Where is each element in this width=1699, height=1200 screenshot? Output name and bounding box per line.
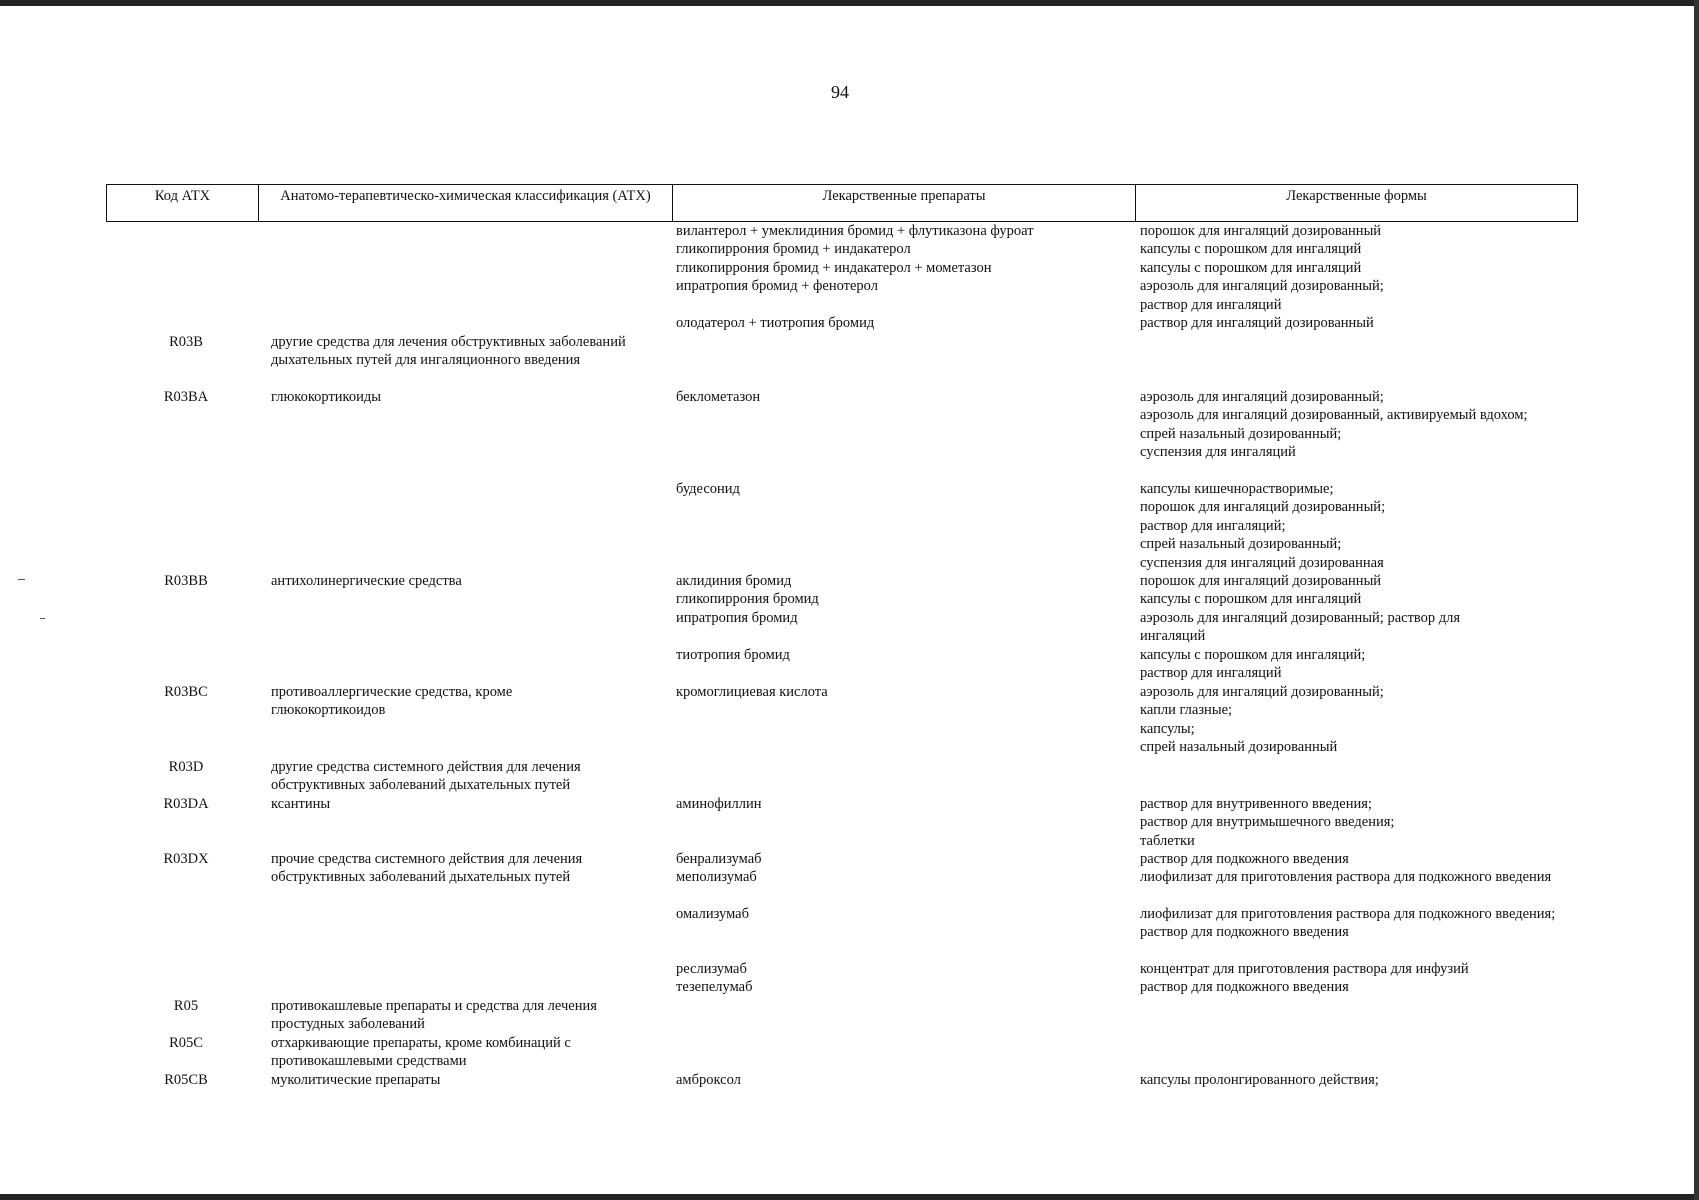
atc-classification: противокашлевые препараты и средства для лечения простудных заболеваний [271,998,597,1033]
drug-name: омализумаб [676,906,749,922]
dosage-form: суспензия для ингаляций дозированная [1140,554,1384,571]
dosage-form: порошок для ингаляций дозированный [1140,223,1382,239]
atc-code: R03B [169,334,203,350]
atc-code: R03D [168,759,204,775]
dosage-form: спрей назальный дозированный [1140,739,1338,756]
dosage-form: капли глазные; [1140,702,1233,719]
drug-name: будесонид [676,481,740,497]
dosage-form: капсулы кишечнорастворимые; [1140,481,1334,497]
scan-edge-bottom [0,1194,1699,1200]
dosage-form: аэрозоль для ингаляций дозированный; раствор для ингаляций [1140,609,1461,645]
atc-code: R05 [173,998,199,1014]
drug-name: кромоглициевая кислота [676,684,828,700]
drug-name: гликопиррония бромид + индакатерол [676,241,911,258]
header-code: Код АТХ [154,188,211,204]
atc-code: R05CB [164,1072,208,1088]
dosage-form: раствор для подкожного введения [1140,851,1349,867]
drug-list [676,222,1126,296]
dosage-form: концентрат для приготовления раствора для инфузий [1140,961,1469,977]
atc-code: R05C [169,1035,203,1051]
drug-name: амброксол [676,1072,741,1088]
dosage-form: порошок для ингаляций дозированный [1140,573,1382,589]
header-classification: Анатомо-терапевтическо-химическая классификация (АТХ) [258,185,672,221]
atc-classification: другие средства для лечения обструктивных заболеваний дыхательных путей для ингаляционного введения [271,334,626,369]
atc-classification: муколитические препараты [271,1072,441,1088]
dosage-form: капсулы с порошком для ингаляций [1140,241,1362,258]
scan-edge-right [1694,0,1699,1200]
atc-classification: глюкокортикоиды [271,389,381,405]
atc-code: R03BC [164,684,208,700]
drug-name: олодатерол + тиотропия бромид [676,315,875,331]
dosage-form: раствор для ингаляций; [1140,517,1286,534]
dosage-form: суспензия для ингаляций [1140,444,1296,461]
scan-edge-top [0,0,1699,6]
drug-name: бенрализумаб [676,851,762,867]
form-list [1140,222,1570,314]
dosage-form: аэрозоль для ингаляций дозированный; [1140,684,1384,700]
atc-classification: прочие средства системного действия для лечения обструктивных заболеваний дыхательных путей [271,851,583,886]
drug-name: вилантерол + умеклидиния бромид + флутиказона фуроат [676,223,1034,239]
drug-name: тезепелумаб [676,979,753,996]
drug-name: ипратропия бромид + фенотерол [676,278,878,295]
table-header [106,184,1578,222]
atc-classification: другие средства системного действия для лечения обструктивных заболеваний дыхательных путей [271,759,581,794]
drug-name: аклидиния бромид [676,573,792,589]
drug-name: меполизумаб [676,869,757,886]
atc-classification: противоаллергические средства, кроме глюкокортикоидов [271,684,513,719]
atc-classification: отхаркивающие препараты, кроме комбинаций с противокашлевыми средствами [271,1035,571,1070]
scan-speck [40,618,45,619]
dosage-form: аэрозоль для ингаляций дозированный; [1140,278,1384,295]
dosage-form: капсулы; [1140,720,1195,737]
drug-name: аминофиллин [676,796,762,812]
drug-name: ипратропия бромид [676,609,798,626]
dosage-form: раствор для ингаляций [1140,665,1282,682]
dosage-form: таблетки [1140,832,1195,849]
atc-code: R03DX [163,851,209,867]
dosage-form: раствор для подкожного введения [1140,924,1349,941]
dosage-form: спрей назальный дозированный; [1140,425,1342,442]
header-forms: Лекарственные формы [1135,185,1577,221]
drug-name: тиотропия бромид [676,647,790,663]
drug-name: гликопиррония бромид + индакатерол + мометазон [676,259,992,276]
dosage-form: раствор для внутримышечного введения; [1140,814,1395,831]
atc-code: R03DA [163,796,209,812]
dosage-form: раствор для подкожного введения [1140,979,1349,996]
dosage-form: порошок для ингаляций дозированный; [1140,499,1386,516]
dosage-form: раствор для внутривенного введения; [1140,796,1372,812]
atc-code: R03BA [163,389,209,405]
dosage-form: спрей назальный дозированный; [1140,536,1342,553]
atc-code: R03BB [164,573,208,589]
dosage-form: аэрозоль для ингаляций дозированный; [1140,389,1384,405]
dosage-form: раствор для ингаляций дозированный [1140,315,1374,331]
header-drugs: Лекарственные препараты [672,185,1135,221]
dosage-form: лиофилизат для приготовления раствора для подкожного введения [1140,869,1552,886]
dosage-form: капсулы с порошком для ингаляций [1140,259,1362,276]
dosage-form: аэрозоль для ингаляций дозированный, активируемый вдохом; [1140,407,1528,424]
dosage-form: капсулы с порошком для ингаляций; [1140,647,1366,663]
drug-name: гликопиррония бромид [676,591,819,608]
scan-speck [18,579,25,580]
dosage-form: лиофилизат для приготовления раствора для подкожного введения; [1140,906,1556,922]
drug-name: реслизумаб [676,961,747,977]
page-number: 94 [831,82,849,102]
dosage-form: капсулы с порошком для ингаляций [1140,591,1362,608]
atc-classification: антихолинергические средства [271,573,462,589]
dosage-form: раствор для ингаляций [1140,296,1282,313]
dosage-form: капсулы пролонгированного действия; [1140,1072,1379,1088]
drug-name: беклометазон [676,389,761,405]
atc-classification: ксантины [271,796,331,812]
